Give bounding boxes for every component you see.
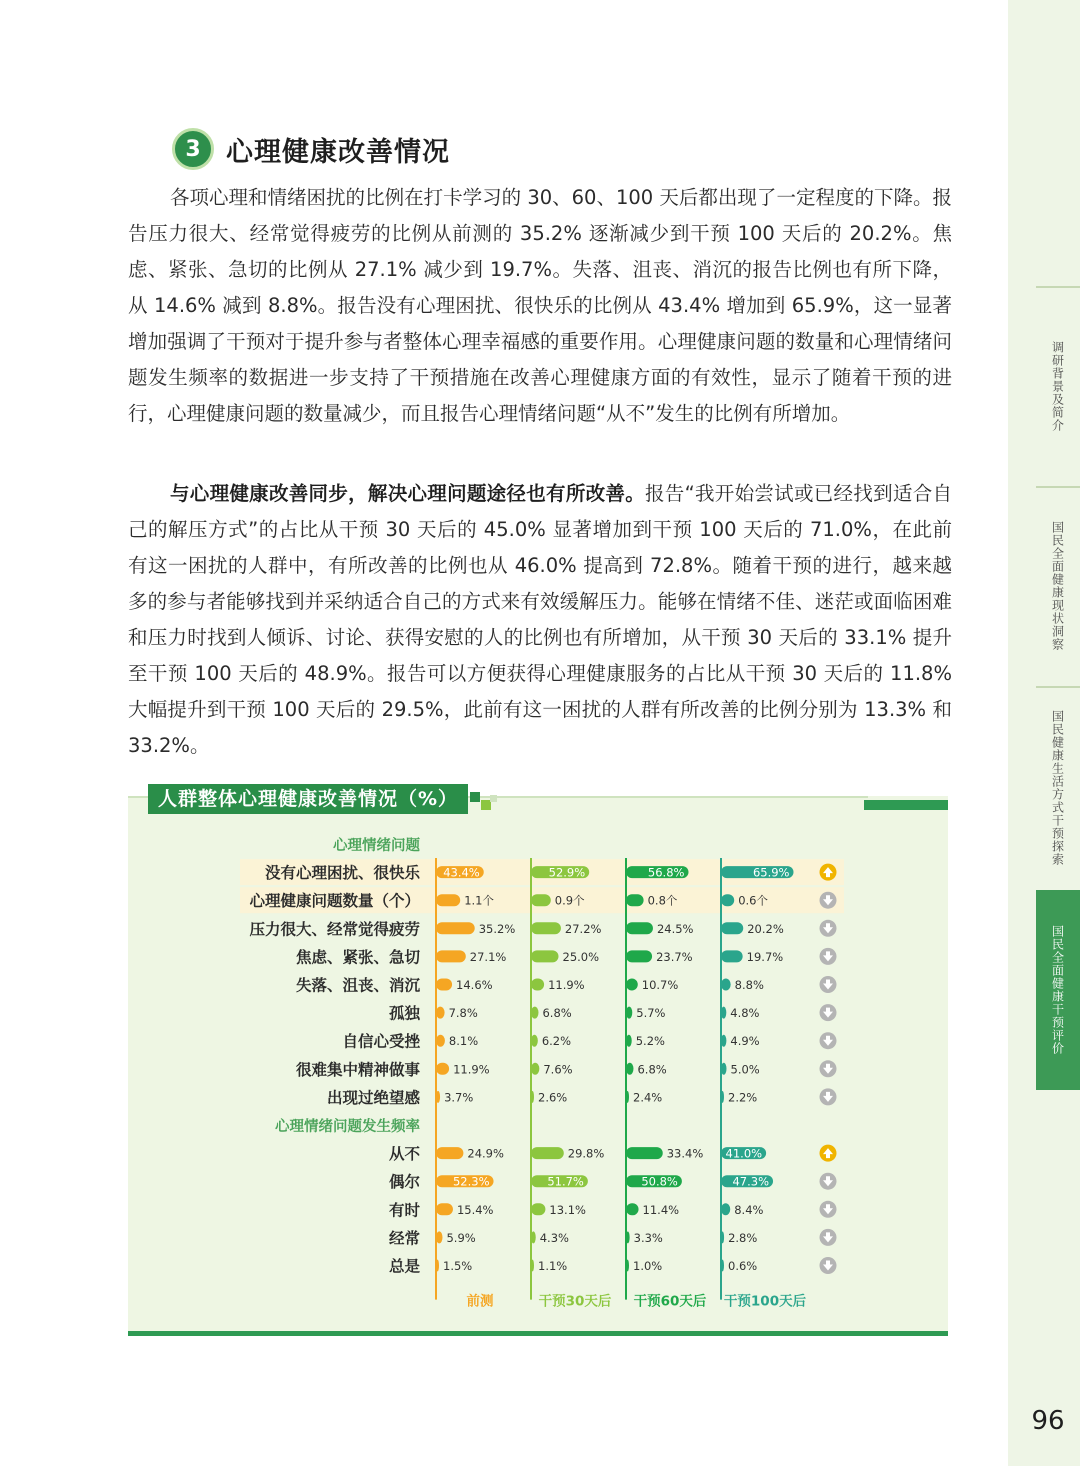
paragraph-text: 报告“我开始尝试或已经找到适合自己的解压方式”的占比从干预 30 天后的 45.0% 显著增加到干预 100 天后的 71.0%，在此前有这一困扰的人群中，有所改善的比例也从 46.0% 提高到 72.8%。随着干预的进行，越来越多的参与者能够找到并采纳适合自己的方式来有效缓解压力。能够在情绪不佳、迷茫或面临困难和压力时找到人倾诉、讨论、获得安慰的人的比例也有所增加，从干预 30 天后的 33.1% 提升至干预 100 天后的 48.9%。报告可以方便获得心理健康服务的占比从干预 30 天后的 11.8% 大幅提升到干预 100 天后的 29.5%，此前有这一困扰的人群有所改善的比例分别为 13.3% 和 33.2%。 [128,482,952,757]
bar [721,1203,730,1215]
data-label: 1.5% [443,1259,473,1273]
side-tab-label: 调研背景及简介 [1050,340,1065,432]
bar [436,922,475,934]
data-label: 23.7% [656,949,693,964]
data-label: 56.8% [647,865,685,880]
data-label: 5.0% [730,1062,760,1077]
data-label: 24.5% [656,921,694,936]
bar [436,1231,442,1243]
data-label: 4.9% [730,1034,760,1049]
data-label: 0.6个 [738,893,768,908]
bar [531,950,559,962]
bar [531,1231,536,1243]
bar [721,1231,724,1243]
bar [436,1147,463,1159]
data-label: 11.4% [642,1202,680,1217]
data-label: 11.9% [453,1062,490,1077]
data-label: 0.9个 [554,893,585,908]
section-number-badge: 3 [172,128,214,170]
data-label: 2.4% [633,1090,663,1105]
bar [626,1091,629,1103]
column-label: 干预100天后 [723,1293,807,1310]
group-header: 心理情绪问题 [333,838,420,854]
row-label: 心理健康问题数量（个） [249,892,420,911]
data-label: 5.2% [635,1034,665,1049]
section-title: 心理健康改善情况 [226,136,450,168]
data-label: 43.4% [443,865,480,880]
side-tab-label: 国民全面健康干预评价 [1050,925,1065,1055]
data-label: 25.0% [562,949,600,964]
bar [721,979,731,991]
data-label: 41.0% [725,1146,763,1161]
row-label: 出现过绝望感 [326,1088,420,1107]
data-label: 24.9% [467,1146,504,1161]
bar [626,1260,629,1272]
row-label: 孤独 [388,1004,420,1023]
row-label: 从不 [388,1145,420,1164]
bar [436,1260,439,1272]
data-label: 47.3% [732,1174,770,1189]
bar [626,1203,639,1215]
bar [531,1260,534,1272]
data-label: 5.7% [636,1006,666,1021]
chart-canvas [128,796,948,1331]
bar [721,1063,727,1075]
bar [721,1260,724,1272]
data-label: 1.1个 [464,893,494,908]
bar [531,922,561,934]
data-label: 1.1% [538,1259,568,1273]
bar [721,894,734,906]
data-label: 52.3% [452,1174,490,1189]
data-label: 8.4% [734,1202,764,1217]
data-label: 2.2% [728,1090,758,1105]
row-label: 偶尔 [388,1173,420,1192]
bar [436,1091,440,1103]
chart-panel [128,796,948,1336]
bar [531,894,551,906]
data-label: 52.9% [548,865,586,880]
data-label: 0.8个 [647,893,678,908]
data-label: 14.6% [456,978,493,992]
title-deco-square [470,792,480,802]
bar [531,1035,538,1047]
data-label: 11.9% [548,978,585,992]
data-label: 6.8% [542,1006,572,1021]
row-label: 压力很大、经常觉得疲劳 [249,920,420,939]
bar [626,894,644,906]
bar [531,1091,534,1103]
row-label: 焦虑、紧张、急切 [295,948,420,967]
bar [721,1035,726,1047]
data-label: 13.1% [549,1202,586,1217]
page-number: 96 [1031,1406,1065,1436]
data-label: 8.8% [734,978,764,992]
bar [721,1007,726,1019]
data-label: 19.7% [746,949,784,964]
bar [436,1063,449,1075]
bar [436,1203,453,1215]
row-label: 很难集中精神做事 [295,1060,420,1079]
chart-title: 人群整体心理健康改善情况（%） [148,784,468,814]
body-paragraph [128,476,952,764]
data-label: 2.6% [538,1090,568,1105]
bar [721,1091,724,1103]
data-label: 7.8% [448,1006,478,1021]
data-label: 15.4% [456,1202,494,1217]
column-label: 干预30天后 [538,1293,612,1310]
row-label: 自信心受挫 [342,1032,420,1051]
bar [531,979,544,991]
data-label: 7.6% [543,1062,573,1077]
side-tab-lifestyle[interactable] [1036,688,1080,888]
bar [436,894,460,906]
bar [436,979,452,991]
data-label: 6.8% [637,1062,667,1077]
bar [531,1063,539,1075]
data-label: 5.9% [446,1230,476,1245]
data-label: 20.2% [747,921,784,936]
title-deco-square [490,795,497,802]
bar [626,1231,630,1243]
row-label: 没有心理困扰、很快乐 [264,864,420,883]
bar [626,1035,632,1047]
data-label: 6.2% [541,1034,572,1049]
column-label: 干预60天后 [633,1293,707,1310]
side-tab-health-status[interactable] [1036,488,1080,684]
bar [626,950,652,962]
bar [721,922,743,934]
side-tab-evaluation[interactable] [1036,890,1080,1090]
side-tab-label: 国民健康生活方式干预探索 [1050,710,1065,866]
data-label: 3.3% [633,1230,663,1245]
data-label: 65.9% [752,865,790,880]
data-label: 3.7% [444,1090,474,1105]
row-label: 总是 [388,1257,420,1276]
data-label: 8.1% [448,1034,479,1049]
data-label: 29.8% [567,1146,605,1161]
bar [626,979,638,991]
bar [626,1007,632,1019]
data-label: 50.8% [641,1174,678,1189]
bar [721,950,743,962]
bar [436,1035,445,1047]
body-paragraph: 各项心理和情绪困扰的比例在打卡学习的 30、60、100 天后都出现了一定程度的下降。报告压力很大、经常觉得疲劳的比例从前测的 35.2% 逐渐减少到干预 100 天后的 20.2%。焦虑、紧张、急切的比例从 27.1% 减少到 19.7%。失落、沮丧、消沉的报告比例也有所下降，从 14.6% 减到 8.8%。报告没有心理困扰、很快乐的比例从 43.4% 增加到 65.9%，这一显著增加强调了干预对于提升参与者整体心理幸福感的重要作用。心理健康问题的数量和心理情绪问题发生频率的数据进一步支持了干预措施在改善心理健康方面的有效性，显示了随着干预的进行，心理健康问题的数量减少，而且报告心理情绪问题“从不”发生的比例有所增加。 [128,186,952,425]
data-label: 0.6% [728,1259,758,1273]
row-label: 经常 [388,1229,420,1248]
paragraph-lead-bold: 与心理健康改善同步，解决心理问题途径也有所改善。 [170,482,646,505]
data-label: 10.7% [641,978,679,992]
bar [531,1007,538,1019]
data-label: 35.2% [478,921,516,936]
group-header: 心理情绪问题发生频率 [275,1119,420,1135]
data-label: 27.2% [564,921,602,936]
side-tab-background[interactable] [1036,288,1080,484]
data-label: 1.0% [633,1259,663,1273]
bar [626,1147,663,1159]
data-label: 33.4% [666,1146,704,1161]
bar [626,1063,633,1075]
bar [531,1203,545,1215]
side-tab-label: 国民全面健康现状洞察 [1050,521,1065,651]
bar [436,950,466,962]
data-label: 4.3% [539,1230,569,1245]
bar [436,1007,445,1019]
data-label: 27.1% [469,949,507,964]
bar [531,1147,564,1159]
row-label: 失落、沮丧、消沉 [295,976,420,995]
column-label: 前测 [466,1293,494,1310]
data-label: 2.8% [728,1230,758,1245]
row-label: 有时 [388,1201,420,1220]
bar [626,922,653,934]
section-heading [172,128,450,170]
data-label: 4.8% [730,1006,760,1021]
data-label: 51.7% [547,1174,584,1189]
